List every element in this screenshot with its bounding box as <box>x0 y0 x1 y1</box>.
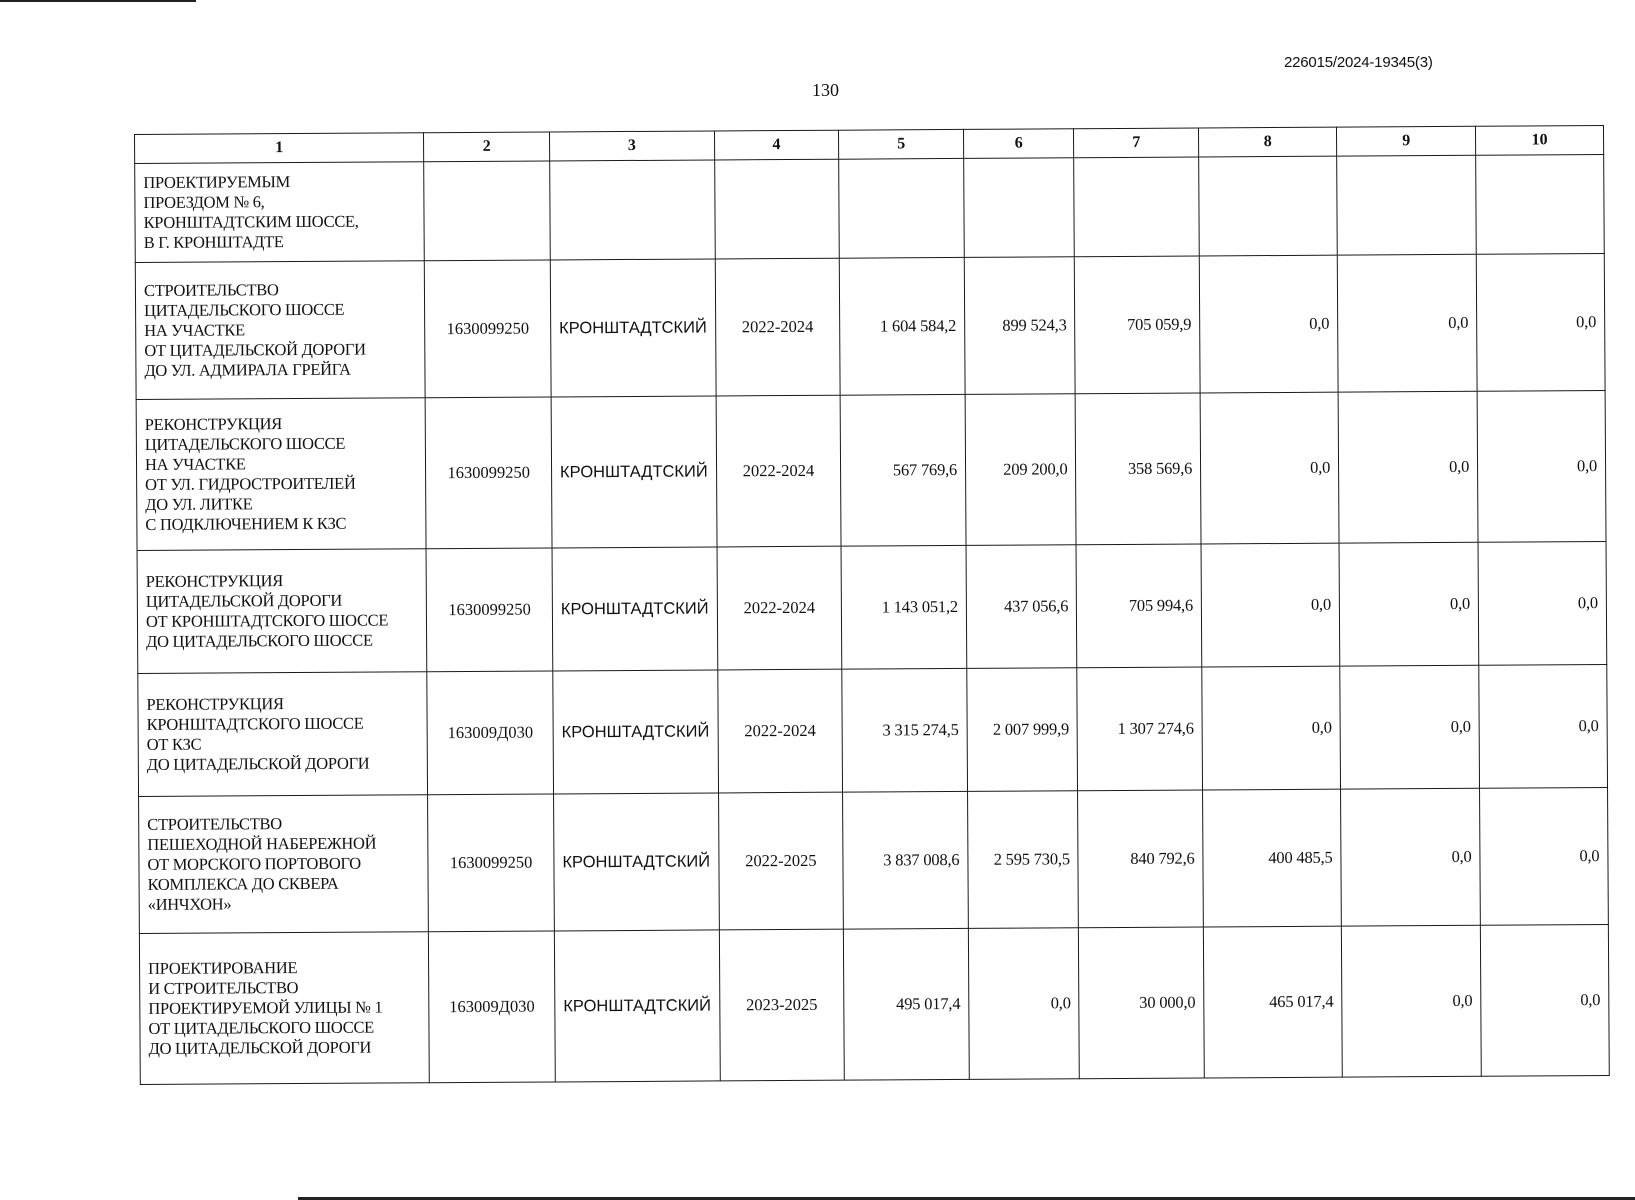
amount-col8-cell: 0,0 <box>1199 255 1338 393</box>
amount-col6-cell: 2 007 999,9 <box>967 668 1078 792</box>
district-cell: КРОНШТАДТСКИЙ <box>554 793 719 931</box>
object-name-line: РЕКОНСТРУКЦИЯ <box>145 571 283 591</box>
column-header-8: 8 <box>1199 127 1337 157</box>
amount-col10-cell: 0,0 <box>1478 542 1607 666</box>
object-name-cell <box>138 672 428 797</box>
period-cell <box>714 159 839 259</box>
object-name-cell <box>135 162 425 263</box>
object-name-line: ПРОЕКТИРУЕМЫМ <box>143 172 291 192</box>
object-name-line: РЕКОНСТРУКЦИЯ <box>144 414 282 434</box>
amount-col5-cell: 567 769,6 <box>840 394 966 546</box>
district-cell: КРОНШТАДТСКИЙ <box>552 547 717 671</box>
budget-code-cell: 1630099250 <box>426 548 552 672</box>
object-name-line: С ПОДКЛЮЧЕНИЕМ К КЗС <box>145 513 347 534</box>
amount-col9-cell: 0,0 <box>1341 788 1481 926</box>
period-cell: 2022-2024 <box>717 546 842 670</box>
object-name-line: РЕКОНСТРУКЦИЯ <box>146 694 284 714</box>
amount-col7-cell: 840 792,6 <box>1078 790 1204 928</box>
amount-col8-cell: 400 485,5 <box>1203 789 1342 927</box>
column-header-10: 10 <box>1476 126 1604 156</box>
amount-col9-cell: 0,0 <box>1337 254 1477 392</box>
district-cell: КРОНШТАДТСКИЙ <box>554 930 719 1082</box>
amount-col10-cell: 0,0 <box>1480 788 1609 926</box>
amount-col6-cell: 899 524,3 <box>964 257 1075 395</box>
object-name-line: ДО УЛ. АДМИРАЛА ГРЕЙГА <box>144 359 351 380</box>
budget-code-cell: 1630099250 <box>428 794 555 932</box>
budget-table <box>134 125 1610 1085</box>
amount-col8-cell: 0,0 <box>1201 543 1340 667</box>
table-row <box>136 391 1606 551</box>
column-header-6: 6 <box>964 129 1075 159</box>
amount-col7-cell: 705 059,9 <box>1075 256 1201 394</box>
object-name-line: КРОНШТАДТСКИМ ШОССЕ, <box>143 211 359 232</box>
amount-col5-cell: 1 604 584,2 <box>840 257 966 395</box>
amount-col6-cell: 2 595 730,5 <box>968 791 1079 929</box>
amount-col10-cell: 0,0 <box>1477 391 1606 543</box>
scan-edge-top <box>0 0 196 2</box>
object-name-line: НА УЧАСТКЕ <box>144 320 245 340</box>
district-cell: КРОНШТАДТСКИЙ <box>550 259 715 397</box>
column-header-4: 4 <box>714 130 839 160</box>
object-name-line: СТРОИТЕЛЬСТВО <box>147 814 282 834</box>
object-name-line: ПРОЕКТИРОВАНИЕ <box>148 958 298 978</box>
object-name-line: ОТ КРОНШТАДТСКОГО ШОССЕ <box>145 610 389 631</box>
object-name-cell <box>139 795 429 934</box>
amount-col7-cell: 1 307 274,6 <box>1077 667 1202 791</box>
object-name-line: В Г. КРОНШТАДТЕ <box>143 232 284 252</box>
object-name-line: ПРОЕКТИРУЕМОЙ УЛИЦЫ № 1 <box>148 997 383 1018</box>
object-name-line: ДО УЛ. ЛИТКЕ <box>145 494 253 514</box>
period-cell: 2022-2025 <box>718 792 844 930</box>
amount-col9-cell: 0,0 <box>1340 665 1480 789</box>
amount-col5-cell: 3 837 008,6 <box>843 791 969 929</box>
amount-col9-cell: 0,0 <box>1338 391 1478 543</box>
table-row <box>137 542 1607 674</box>
period-cell: 2022-2024 <box>715 258 841 396</box>
object-name-line: ОТ МОРСКОГО ПОРТОВОГО <box>147 853 361 874</box>
object-name-cell <box>137 549 427 674</box>
budget-code-cell: 1630099250 <box>425 260 552 398</box>
amount-col5-cell: 1 143 051,2 <box>841 545 966 669</box>
budget-code-cell: 1630099250 <box>425 397 552 549</box>
table-row <box>139 788 1609 934</box>
amount-col10-cell: 0,0 <box>1476 254 1605 392</box>
column-header-1: 1 <box>135 133 424 164</box>
object-name-line: «ИНЧХОН» <box>147 894 232 914</box>
amount-col6-cell <box>964 158 1075 258</box>
column-header-7: 7 <box>1074 128 1199 158</box>
object-name-line: ОТ КЗС <box>146 734 202 754</box>
object-name-line: ОТ УЛ. ГИДРОСТРОИТЕЛЕЙ <box>145 473 356 494</box>
amount-col9-cell: 0,0 <box>1341 925 1481 1077</box>
amount-col5-cell: 495 017,4 <box>844 928 970 1080</box>
table-row <box>135 254 1605 400</box>
amount-col8-cell <box>1199 156 1338 256</box>
amount-col7-cell: 705 994,6 <box>1076 544 1201 668</box>
amount-col6-cell: 437 056,6 <box>966 545 1077 669</box>
amount-col7-cell: 358 569,6 <box>1076 393 1202 545</box>
object-name-line: ПРОЕЗДОМ № 6, <box>143 192 265 212</box>
object-name-cell <box>139 932 429 1085</box>
object-name-line: ОТ ЦИТАДЕЛЬСКОЙ ДОРОГИ <box>144 339 366 360</box>
object-name-line: ДО ЦИТАДЕЛЬСКОЙ ДОРОГИ <box>148 1037 372 1058</box>
object-name-line: ДО ЦИТАДЕЛЬСКОГО ШОССЕ <box>146 630 373 651</box>
amount-col5-cell <box>839 158 964 258</box>
object-name-line: ПЕШЕХОДНОЙ НАБЕРЕЖНОЙ <box>147 833 377 854</box>
period-cell: 2023-2025 <box>719 929 845 1081</box>
amount-col9-cell <box>1337 155 1477 255</box>
amount-col10-cell <box>1476 155 1604 255</box>
amount-col10-cell: 0,0 <box>1480 925 1609 1077</box>
budget-code-cell <box>424 161 550 261</box>
amount-col5-cell: 3 315 274,5 <box>842 668 967 792</box>
object-name-line: СТРОИТЕЛЬСТВО <box>143 280 279 300</box>
amount-col8-cell: 465 017,4 <box>1203 926 1342 1078</box>
object-name-cell <box>135 261 425 400</box>
column-header-5: 5 <box>839 129 964 159</box>
district-cell: КРОНШТАДТСКИЙ <box>553 670 718 794</box>
amount-col9-cell: 0,0 <box>1339 542 1479 666</box>
page-number: 130 <box>812 80 839 100</box>
amount-col7-cell <box>1074 157 1199 257</box>
column-header-3: 3 <box>550 131 715 161</box>
table-row <box>138 665 1608 797</box>
table-body <box>135 155 1610 1085</box>
amount-col10-cell: 0,0 <box>1479 665 1608 789</box>
object-name-line: ЦИТАДЕЛЬСКОЙ ДОРОГИ <box>145 590 343 611</box>
amount-col6-cell: 209 200,0 <box>965 394 1076 546</box>
amount-col7-cell: 30 000,0 <box>1079 927 1205 1079</box>
budget-code-cell: 163009Д030 <box>427 671 553 795</box>
column-header-9: 9 <box>1337 126 1476 156</box>
object-name-line: И СТРОИТЕЛЬСТВО <box>148 978 299 998</box>
amount-col8-cell: 0,0 <box>1202 666 1341 790</box>
amount-col8-cell: 0,0 <box>1200 392 1339 544</box>
object-name-line: ОТ ЦИТАДЕЛЬСКОГО ШОССЕ <box>148 1017 374 1038</box>
column-header-2: 2 <box>424 132 550 162</box>
object-name-line: НА УЧАСТКЕ <box>144 454 246 474</box>
object-name-line: ДО ЦИТАДЕЛЬСКОЙ ДОРОГИ <box>146 753 370 774</box>
table-row <box>135 155 1605 263</box>
object-name-line: ЦИТАДЕЛЬСКОГО ШОССЕ <box>144 433 346 454</box>
amount-col6-cell: 0,0 <box>968 928 1079 1080</box>
object-name-line: КОМПЛЕКСА ДО СКВЕРА <box>147 873 339 894</box>
period-cell: 2022-2024 <box>716 395 842 547</box>
object-name-line: КРОНШТАДТСКОГО ШОССЕ <box>146 713 364 734</box>
document-number: 226015/2024-19345(3) <box>1284 54 1433 71</box>
table-row <box>139 925 1609 1085</box>
object-name-line: ЦИТАДЕЛЬСКОГО ШОССЕ <box>144 299 345 320</box>
district-cell: КРОНШТАДТСКИЙ <box>551 396 716 548</box>
district-cell <box>550 160 715 260</box>
budget-code-cell: 163009Д030 <box>429 931 556 1083</box>
period-cell: 2022-2024 <box>717 669 842 793</box>
object-name-cell <box>136 398 426 551</box>
